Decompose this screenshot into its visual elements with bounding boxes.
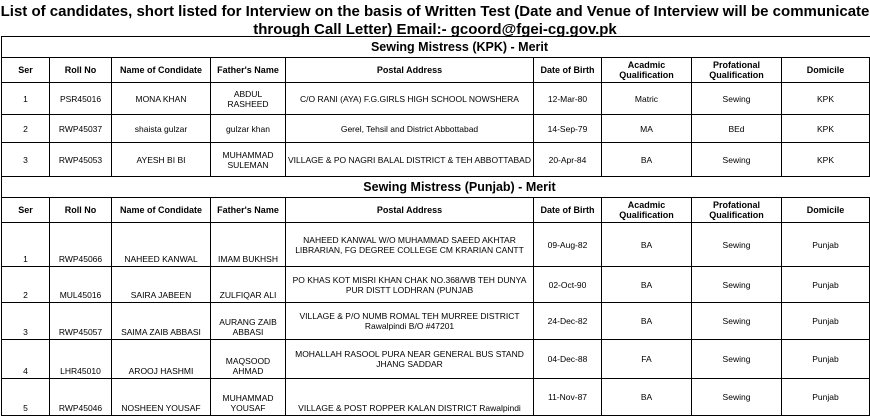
cell-father: ZULFIQAR ALI — [211, 267, 286, 303]
cell-ser: 2 — [2, 115, 50, 143]
cell-professional: Sewing — [692, 143, 782, 177]
header-professional-qualification: Profational Qualification — [692, 58, 782, 83]
cell-name: SAIRA JABEEN — [112, 267, 211, 303]
header-father-name: Father's Name — [211, 198, 286, 223]
cell-address: PO KHAS KOT MISRI KHAN CHAK NO.368/WB TEH DUNYA PUR DISTT LODHRAN (PUNJAB — [286, 267, 534, 303]
cell-name: AYESH BI BI — [112, 143, 211, 177]
cell-address: C/O RANI (AYA) F.G.GIRLS HIGH SCHOOL NOWSHERA — [286, 83, 534, 115]
cell-address: Gerel, Tehsil and District Abbottabad — [286, 115, 534, 143]
header-ser: Ser — [2, 198, 50, 223]
cell-professional: Sewing — [692, 223, 782, 267]
candidates-table — [1, 36, 870, 416]
header-domicile: Domicile — [782, 58, 870, 83]
cell-roll-no: MUL45016 — [50, 267, 112, 303]
cell-father: IMAM BUKHSH — [211, 223, 286, 267]
table-row — [2, 115, 870, 143]
cell-father: gulzar khan — [211, 115, 286, 143]
cell-ser: 4 — [2, 340, 50, 379]
cell-academic: FA — [602, 340, 692, 379]
header-candidate-name: Name of Condidate — [112, 198, 211, 223]
header-date-of-birth: Date of Birth — [534, 58, 602, 83]
cell-domicile: KPK — [782, 115, 870, 143]
cell-academic: BA — [602, 303, 692, 340]
cell-father: ABDUL RASHEED — [211, 83, 286, 115]
cell-ser: 3 — [2, 143, 50, 177]
cell-professional: Sewing — [692, 340, 782, 379]
cell-domicile: Punjab — [782, 267, 870, 303]
cell-ser: 2 — [2, 267, 50, 303]
header-roll-no: Roll No — [50, 58, 112, 83]
header-professional-qualification: Profational Qualification — [692, 198, 782, 223]
title-line-1: List of candidates, short listed for Interview on the basis of Written Test (Date and Venue of Interview will be communicate — [0, 3, 870, 20]
cell-domicile: KPK — [782, 143, 870, 177]
cell-roll-no: RWP45057 — [50, 303, 112, 340]
cell-father: MAQSOOD AHMAD — [211, 340, 286, 379]
table-row — [2, 340, 870, 379]
cell-roll-no: RWP45066 — [50, 223, 112, 267]
cell-academic: BA — [602, 143, 692, 177]
cell-address: VILLAGE & PO NAGRI BALAL DISTRICT & TEH ABBOTTABAD — [286, 143, 534, 177]
cell-roll-no: RWP45046 — [50, 379, 112, 416]
cell-professional: Sewing — [692, 83, 782, 115]
header-date-of-birth: Date of Birth — [534, 198, 602, 223]
header-postal-address: Postal Address — [286, 198, 534, 223]
cell-professional: Sewing — [692, 267, 782, 303]
cell-roll-no: LHR45010 — [50, 340, 112, 379]
cell-father: AURANG ZAIB ABBASI — [211, 303, 286, 340]
cell-roll-no: RWP45037 — [50, 115, 112, 143]
cell-ser: 3 — [2, 303, 50, 340]
cell-name: SAIMA ZAIB ABBASI — [112, 303, 211, 340]
table-row — [2, 83, 870, 115]
header-postal-address: Postal Address — [286, 58, 534, 83]
header-roll-no: Roll No — [50, 198, 112, 223]
cell-dob: 24-Dec-82 — [534, 303, 602, 340]
cell-address: MOHALLAH RASOOL PURA NEAR GENERAL BUS STAND JHANG SADDAR — [286, 340, 534, 379]
cell-domicile: Punjab — [782, 379, 870, 416]
table-row — [2, 223, 870, 267]
cell-domicile: Punjab — [782, 340, 870, 379]
cell-academic: BA — [602, 267, 692, 303]
cell-dob: 12-Mar-80 — [534, 83, 602, 115]
title-line-2: through Call Letter) Email:- gcoord@fgei-cg.gov.pk — [253, 21, 617, 38]
cell-professional: Sewing — [692, 379, 782, 416]
cell-roll-no: PSR45016 — [50, 83, 112, 115]
header-ser: Ser — [2, 58, 50, 83]
cell-professional: Sewing — [692, 303, 782, 340]
cell-dob: 04-Dec-88 — [534, 340, 602, 379]
cell-roll-no: RWP45053 — [50, 143, 112, 177]
section-title-row — [2, 37, 870, 58]
cell-dob: 02-Oct-90 — [534, 267, 602, 303]
cell-dob: 09-Aug-82 — [534, 223, 602, 267]
table-header-row — [2, 58, 870, 83]
header-father-name: Father's Name — [211, 58, 286, 83]
table-row — [2, 303, 870, 340]
cell-father: MUHAMMAD YOUSAF — [211, 379, 286, 416]
cell-address: VILLAGE & P/O NUMB ROMAL TEH MURREE DISTRICT Rawalpindi B/O #47201 — [286, 303, 534, 340]
cell-dob: 20-Apr-84 — [534, 143, 602, 177]
table-header-row — [2, 198, 870, 223]
section-title-row — [2, 177, 870, 198]
cell-name: AROOJ HASHMI — [112, 340, 211, 379]
section-title-kpk: Sewing Mistress (KPK) - Merit — [50, 37, 870, 58]
cell-dob: 14-Sep-79 — [534, 115, 602, 143]
header-domicile: Domicile — [782, 198, 870, 223]
cell-name: shaista gulzar — [112, 115, 211, 143]
cell-name: NAHEED KANWAL — [112, 223, 211, 267]
cell-academic: Matric — [602, 83, 692, 115]
cell-ser: 1 — [2, 223, 50, 267]
cell-professional: BEd — [692, 115, 782, 143]
cell-academic: BA — [602, 379, 692, 416]
header-candidate-name: Name of Condidate — [112, 58, 211, 83]
cell-name: MONA KHAN — [112, 83, 211, 115]
cell-domicile: Punjab — [782, 303, 870, 340]
cell-address: VILLAGE & POST ROPPER KALAN DISTRICT Rawalpindi — [286, 379, 534, 416]
document-title — [0, 0, 870, 36]
header-academic-qualification: Acadmic Qualification — [602, 58, 692, 83]
cell-father: MUHAMMAD SULEMAN — [211, 143, 286, 177]
cell-academic: BA — [602, 223, 692, 267]
cell-ser: 5 — [2, 379, 50, 416]
cell-domicile: KPK — [782, 83, 870, 115]
table-row — [2, 379, 870, 416]
table-row — [2, 143, 870, 177]
table-row — [2, 267, 870, 303]
cell-name: NOSHEEN YOUSAF — [112, 379, 211, 416]
cell-academic: MA — [602, 115, 692, 143]
header-academic-qualification: Acadmic Qualification — [602, 198, 692, 223]
cell-ser: 1 — [2, 83, 50, 115]
cell-domicile: Punjab — [782, 223, 870, 267]
cell-dob: 11-Nov-87 — [534, 379, 602, 416]
cell-address: NAHEED KANWAL W/O MUHAMMAD SAEED AKHTAR LIBRARIAN, FG DEGREE COLLEGE CM KRARIAN CANTT — [286, 223, 534, 267]
section-title-punjab: Sewing Mistress (Punjab) - Merit — [50, 177, 870, 198]
